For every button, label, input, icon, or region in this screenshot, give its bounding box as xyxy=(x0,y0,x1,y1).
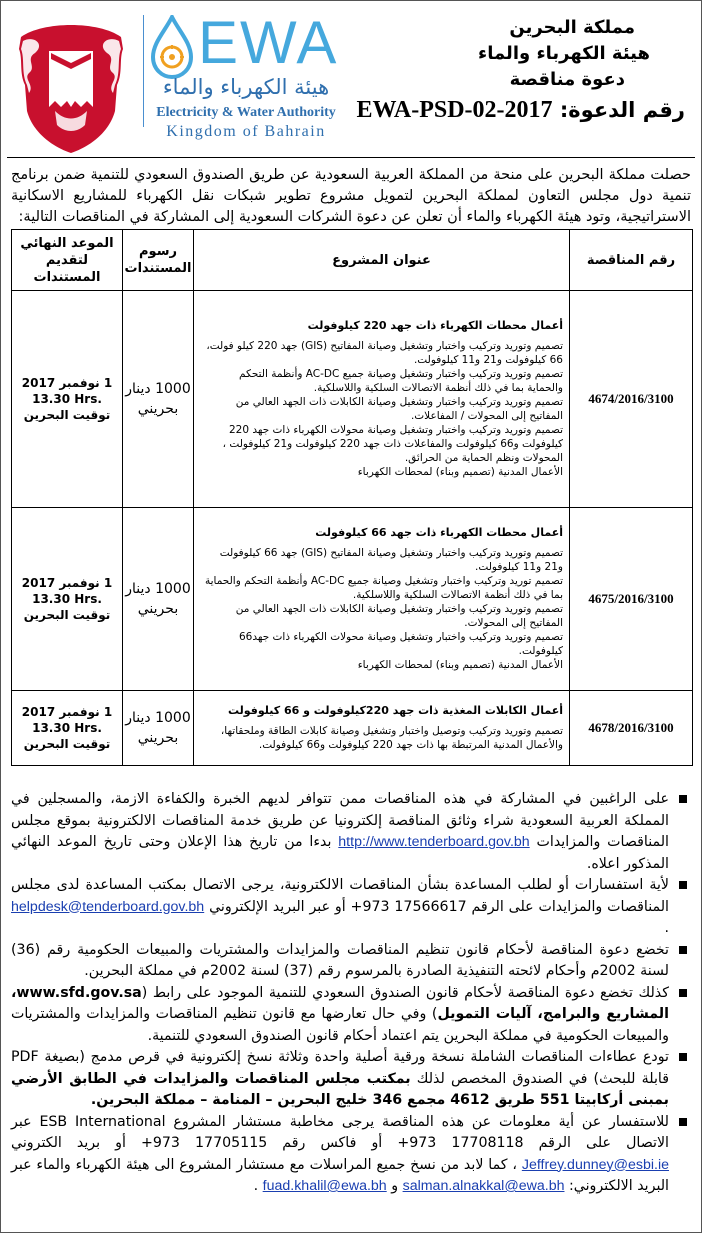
tender-number: 4675/2016/3100 xyxy=(570,508,693,691)
scope-line: تصميم وتوريد وتركيب واختبار وتشغيل وصيانة الكابلات ذات الجهد العالي من المفاتيح إلى المحولات. xyxy=(235,603,563,629)
scope-line: تصميم توريد وتركيب واختبار وتشغيل وصيانة جميع AC-DC وأنظمة التحكم والحماية بما في ذلك أنظمة الاتصالات السلكية واللاسلكية. xyxy=(204,575,563,601)
intro-paragraph: حصلت مملكة البحرين على منحة من المملكة العربية السعودية عن طريق الصندوق السعودي للتنمية ضمن برنامج تنمية دول مجلس التعاون لمملكة البحرين لتمويل مشروع تطوير شبكات نقل الكهرباء للمشاريع الاسكانية الاستراتيجية، وتود هيئة الكهرباء والماء أن تعلن عن دعوة الشركات السعودية إلى المشاركة في المناقصات التالية: xyxy=(11,167,691,225)
water-drop-logo-icon xyxy=(149,15,195,79)
scope-line: تصميم وتوريد وتركيب واختبار وتشغيل وصيانة المفاتيح (GIS) جهد 220 كيلو فولت، 66 كيلوفولت و21 و11 كيلوفولت. xyxy=(206,340,563,366)
submission-deadline xyxy=(12,691,123,766)
project-description xyxy=(194,508,570,691)
document-fee xyxy=(123,691,194,766)
table-header-row xyxy=(12,230,693,291)
consultant-email-link[interactable]: Jeffrey.dunney@esbi.ie xyxy=(521,1156,670,1173)
deadline-zone: توقيت البحرين xyxy=(23,408,111,422)
scope-line: تصميم وتوريد وتركيب واختبار وتشغيل وصيانة المفاتيح (GIS) جهد 66 كيلوفولت و21 و11 كيلوفولت. xyxy=(219,547,563,573)
deadline-date: 1 نوفمبر 2017 xyxy=(21,705,113,719)
header-project-title: عنوان المشروع xyxy=(194,230,570,291)
deadline-time: 13.30 Hrs. xyxy=(32,392,102,406)
fee-amount: 1000 دينار xyxy=(125,381,191,397)
deadline-time: 13.30 Hrs. xyxy=(32,592,102,606)
project-title: أعمال محطات الكهرباء ذات جهد 66 كيلوفولت xyxy=(315,526,563,539)
deadline-zone: توقيت البحرين xyxy=(23,608,111,622)
fee-currency: بحريني xyxy=(137,401,179,417)
scope-line: تصميم وتوريد وتركيب واختبار وتشغيل وصيانة الكابلات ذات الجهد العالي من المفاتيح إلى المحولات / المفاعلات. xyxy=(235,396,563,422)
logo-english-name: Electricity & Water Authority xyxy=(156,105,336,120)
bullet-icon xyxy=(679,989,687,997)
scope-line: الأعمال المدنية (تصميم وبناء) لمحطات الكهرباء xyxy=(357,659,563,671)
bullet-icon xyxy=(679,881,687,889)
deadline-zone: توقيت البحرين xyxy=(23,737,111,751)
fee-amount: 1000 دينار xyxy=(125,710,191,726)
deadline-time: 13.30 Hrs. xyxy=(32,721,102,735)
enquiry-end: . xyxy=(253,1178,259,1194)
purchase-terms-tail: بدءا من تاريخ هذا الإعلان وحتى تاريخ الموعد النهائي المذكور اعلاه. xyxy=(11,834,669,872)
law-text: تخضع دعوة المناقصة لأحكام قانون تنظيم المناقصات والمزايدات والمشتريات والمبيعات الحكومية رقم (36) لسنة 2002م وأحكام لائحته التنفيذية الصادرة بالمرسوم رقم (37) لسنة 2002م في مملكة البحرين. xyxy=(11,941,669,979)
title-authority: هيئة الكهرباء والماء xyxy=(478,43,650,64)
tenderboard-website-link[interactable]: http://www.tenderboard.gov.bh xyxy=(338,834,530,850)
enquiry-and: و xyxy=(391,1178,399,1194)
deadline-date: 1 نوفمبر 2017 xyxy=(21,376,113,390)
bullet-icon xyxy=(679,1118,687,1126)
tenders-table xyxy=(11,229,693,766)
invitation-code: EWA-PSD-02-2017 xyxy=(356,97,553,123)
ewa-email-link-salman[interactable]: salman.alnakkal@ewa.bh xyxy=(402,1178,565,1194)
tender-number: 4678/2016/3100 xyxy=(570,691,693,766)
scope-line: تصميم وتوريد وتركيب واختبار وتشغيل وصيانة جميع AC-DC وأنظمة التحكم والحماية بما في ذلك أنظمة الاتصالات السلكية واللاسلكية. xyxy=(239,368,563,394)
fee-currency: بحريني xyxy=(137,730,179,746)
project-description xyxy=(194,291,570,508)
helpdesk-email-link[interactable]: helpdesk@tenderboard.gov.bh xyxy=(11,898,205,915)
invitation-number xyxy=(345,93,685,127)
project-title: أعمال محطات الكهرباء ذات جهد 220 كيلوفولت xyxy=(307,319,563,332)
title-block xyxy=(345,15,685,127)
list-item xyxy=(11,1112,689,1198)
submission-text: تودع عطاءات المناقصات الشاملة نسخة ورقية أصلية واحدة وثلاثة نسخ إلكترونية في قرص مدمج (بصيغة PDF قابلة للبحث) في الصندوق المخصص لذلك xyxy=(11,1049,670,1087)
header xyxy=(1,1,702,153)
sfd-law-tail: ) وفي حال تعارضها مع قانون تنظيم المناقصات والمزايدات والمشتريات والمبيعات الحكومية في مملكة البحرين يتم اعتماد أحكام قانون الصندوق السعودي للتنمية. xyxy=(11,1006,669,1044)
helpdesk-text: لأية استفسارات أو لطلب المساعدة بشأن المناقصات الالكترونية، يرجى الاتصال بمكتب المساعدة لدى مجلس المناقصات والمزايدات على الرقم 17566617 973+ أو عبر البريد الإلكتروني xyxy=(11,877,669,915)
scope-line: الأعمال المدنية (تصميم وبناء) لمحطات الكهرباء xyxy=(357,466,563,478)
list-item xyxy=(11,940,689,983)
list-item xyxy=(11,1047,689,1112)
enquiry-text: للاستفسار عن أية معلومات عن هذه المناقصة يرجى مخاطبة مستشار المشروع ESB International عبر الاتصال على الرقم 17708118 973+ أو فاكس رقم 17705115 973+ أو بريد الكتروني xyxy=(11,1113,670,1151)
logo-wordmark: EWA xyxy=(198,9,339,76)
helpdesk-tail: . xyxy=(664,920,669,936)
table-row xyxy=(12,291,693,508)
title-kingdom: مملكة البحرين xyxy=(509,17,635,38)
project-description xyxy=(194,691,570,766)
header-tender-no: رقم المناقصة xyxy=(570,230,693,291)
header-deadline: الموعد النهائي لتقديم المستندات xyxy=(12,230,123,291)
logo-arabic-name: هيئة الكهرباء والماء xyxy=(162,75,330,99)
document-fee xyxy=(123,291,194,508)
bullet-icon xyxy=(679,795,687,803)
submission-address: بمكتب مجلس المناقصات والمزايدات في الطابق الأرضي بمبنى أركابيتا 551 طريق 4612 مجمع 346 خليج البحرين – المنامة – مملكة البحرين. xyxy=(11,1070,669,1108)
ewa-email-link-fuad[interactable]: fuad.khalil@ewa.bh xyxy=(262,1178,387,1194)
terms-list xyxy=(11,789,689,1198)
submission-deadline xyxy=(12,508,123,691)
project-title: أعمال الكابلات المغذية ذات جهد 220كيلوفولت و 66 كيلوفولت xyxy=(227,704,563,717)
list-item xyxy=(11,789,689,875)
header-fees: رسوم المستندات xyxy=(123,230,194,291)
scope-line: تصميم وتوريد وتركيب وتوصيل واختبار وتشغيل وصيانة كابلات الطاقة وملحقاتها، والأعمال المدنية المرتبطة بها ذات جهد 220 كيلوفولت و66 كيلوفولت. xyxy=(220,725,563,751)
table-row xyxy=(12,508,693,691)
logo-divider xyxy=(143,15,144,127)
list-item xyxy=(11,875,689,940)
scope-line: تصميم وتوريد وتركيب واختبار وتشغيل وصيانة محولات الكهرباء ذات جهد 220 كيلوفولت و66 كيلوفولت والمفاعلات ذات جهد 220 كيلوفولت و21 كيلوفولت ، المحولات ونظم الحماية من الحرائق. xyxy=(222,424,563,464)
sfd-link-text: www.sfd.gov.sa، المشاريع والبرامج، آليات التمويل xyxy=(11,984,669,1022)
logo-kingdom: Kingdom of Bahrain xyxy=(166,123,326,140)
enquiry-mid: ، كما لابد من نسخ جميع المراسلات مع مستشار المشروع الى هيئة الكهرباء والماء عبر البريد الالكتروني: xyxy=(11,1156,669,1194)
deadline-date: 1 نوفمبر 2017 xyxy=(21,576,113,590)
submission-deadline xyxy=(12,291,123,508)
bahrain-emblem-icon xyxy=(15,15,127,155)
title-invitation: دعوة مناقصة xyxy=(509,69,625,90)
fee-amount: 1000 دينار xyxy=(125,581,191,597)
bullet-icon xyxy=(679,946,687,954)
sfd-law-text: كذلك تخضع دعوة المناقصة لأحكام قانون الصندوق السعودي للتنمية الموجود على رابط ( xyxy=(141,984,669,1001)
fee-currency: بحريني xyxy=(137,601,179,617)
bullet-icon xyxy=(679,1053,687,1061)
tender-number: 4674/2016/3100 xyxy=(570,291,693,508)
header-divider xyxy=(7,157,695,158)
scope-line: تصميم وتوريد وتركيب واختبار وتشغيل وصيانة محولات الكهرباء ذات جهد66 كيلوفولت. xyxy=(238,631,563,657)
table-row xyxy=(12,691,693,766)
purchase-terms-text: على الراغبين في المشاركة في هذه المناقصات ممن تتوافر لديهم الخبرة والكفاءة الازمة، والمسجلين في المملكة العربية السعودية شراء وثائق المناقصة إلكترونيا عن طريق خدمة المناقصات الالكترونية بموقع مجلس المناقصات والمزايدات xyxy=(11,791,669,850)
document-fee xyxy=(123,508,194,691)
list-item xyxy=(11,983,689,1048)
invitation-label: رقم الدعوة: xyxy=(559,98,685,122)
